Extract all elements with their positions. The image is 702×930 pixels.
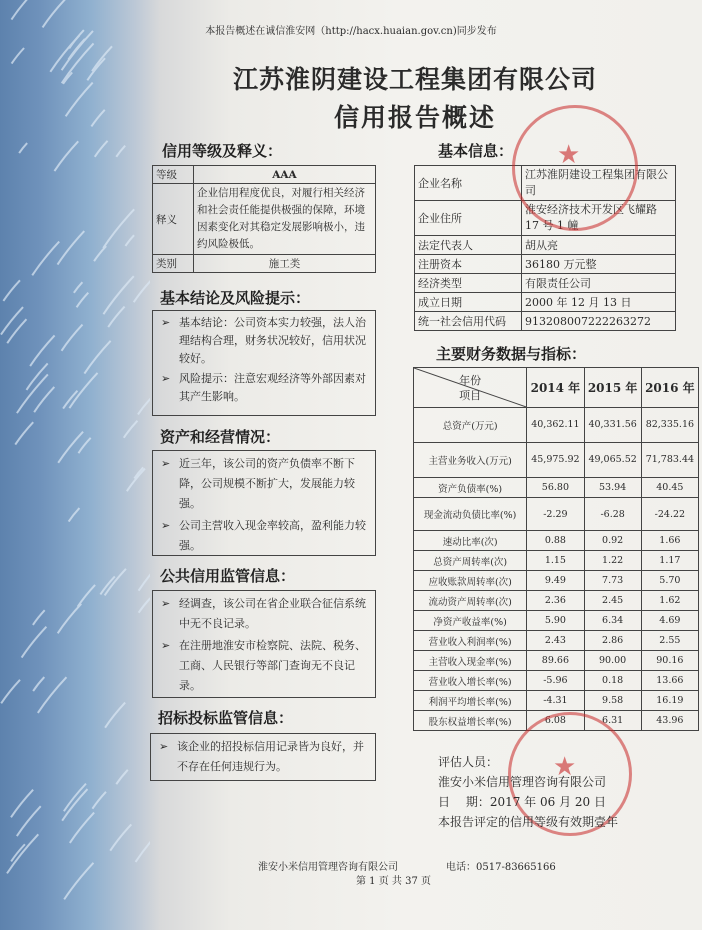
- info-label: 注册资本: [415, 255, 522, 274]
- cover-streak: [62, 325, 83, 351]
- metric-value: -5.96: [527, 671, 584, 691]
- cover-streak: [116, 146, 125, 157]
- table-row: [414, 531, 699, 551]
- info-value: 淮安经济技术开发区飞耀路 17 号 1 幢: [522, 201, 676, 236]
- metric-value: 90.00: [584, 651, 641, 671]
- list-item: ➢ 该企业的招投标信用记录皆为良好，并不存在任何违规行为。: [159, 737, 369, 777]
- metric-value: 89.66: [527, 651, 584, 671]
- metric-value: 1.62: [641, 591, 698, 611]
- cover-streak: [103, 276, 133, 314]
- metric-value: 56.80: [527, 478, 584, 498]
- metric-value: 0.92: [584, 531, 641, 551]
- conclusion-box: [152, 310, 376, 416]
- cover-streak: [70, 813, 94, 843]
- metric-label: 主营业务收入(万元): [414, 443, 527, 478]
- metric-label: 资产负债率(%): [414, 478, 527, 498]
- table-row: [415, 236, 676, 255]
- metric-value: 1.15: [527, 551, 584, 571]
- metric-label: 总资产(万元): [414, 408, 527, 443]
- financial-heading: 主要财务数据与指标：: [436, 345, 587, 363]
- cover-streak: [69, 373, 97, 408]
- metric-value: 71,783.44: [641, 443, 698, 478]
- list-item: ➢ 在注册地淮安市检察院、法院、税务、工商、人民银行等部门查询无不良记录。: [161, 636, 369, 696]
- cover-streak: [66, 83, 93, 117]
- metric-label: 现金流动负债比率(%): [414, 498, 527, 531]
- cover-streak: [1, 307, 23, 335]
- signoff-block: [438, 752, 618, 832]
- table-row: [414, 498, 699, 531]
- table-row: [415, 274, 676, 293]
- cover-streak: [95, 141, 108, 157]
- metric-value: 5.70: [641, 571, 698, 591]
- metric-value: 7.73: [584, 571, 641, 591]
- table-row: [414, 591, 699, 611]
- diagonal-line: [414, 368, 526, 407]
- table-row: [415, 293, 676, 312]
- cover-streak: [54, 141, 78, 171]
- metric-value: 40,362.11: [527, 408, 584, 443]
- list-item: ➢ 经调查，该公司在省企业联合征信系统中无不良记录。: [161, 594, 369, 634]
- cover-streak: [124, 421, 138, 438]
- cover-streak: [94, 246, 106, 261]
- metric-value: 6.08: [527, 711, 584, 731]
- metric-value: 1.22: [584, 551, 641, 571]
- bullet-icon: ➢: [161, 457, 171, 470]
- table-row: [415, 312, 676, 331]
- metric-value: 9.58: [584, 691, 641, 711]
- metric-label: 应收账款周转率(次): [414, 571, 527, 591]
- financial-table: [413, 367, 699, 731]
- cover-streak: [64, 863, 93, 900]
- cover-streak: [78, 438, 90, 453]
- info-value: 913208007222263272: [522, 312, 676, 331]
- seal-star-icon: ★: [553, 752, 577, 782]
- table-row: [414, 408, 699, 443]
- info-value: 胡从亮: [522, 236, 676, 255]
- cover-streak: [92, 792, 106, 809]
- category-label: 类别: [153, 255, 194, 273]
- cover-streak: [12, 48, 24, 64]
- metric-value: 1.17: [641, 551, 698, 571]
- metric-value: 1.66: [641, 531, 698, 551]
- metric-label: 速动比率(次): [414, 531, 527, 551]
- info-label: 企业住所: [415, 201, 522, 236]
- cover-streak: [17, 806, 41, 836]
- cover-streak: [3, 280, 20, 301]
- assessor-company: 淮安小米信用管理咨询有限公司: [438, 775, 607, 789]
- cover-streak: [134, 279, 150, 302]
- metric-value: 6.34: [584, 611, 641, 631]
- info-label: 法定代表人: [415, 236, 522, 255]
- cover-streak: [38, 677, 67, 713]
- metric-label: 总资产周转率(次): [414, 551, 527, 571]
- table-row: [414, 611, 699, 631]
- cover-streak: [103, 209, 134, 248]
- meaning-text: 企业信用程度优良，对履行相关经济和社会责任能提供极强的保障，环境因素变化对其稳定发展影响极小，违约风险极低。: [194, 184, 376, 255]
- cover-streak: [15, 422, 33, 444]
- info-value: 有限责任公司: [522, 274, 676, 293]
- cover-streak: [32, 242, 59, 276]
- report-title: 信用报告概述: [333, 103, 496, 132]
- meaning-label: 释义: [153, 184, 194, 255]
- validity-note: 本报告评定的信用等级有效期壹年: [438, 815, 619, 829]
- metric-value: -6.28: [584, 498, 641, 531]
- info-label: 企业名称: [415, 166, 522, 201]
- cover-streak: [11, 0, 32, 20]
- table-row: [414, 691, 699, 711]
- operations-heading: 资产和经营情况：: [160, 428, 281, 446]
- bullet-icon: ➢: [161, 316, 171, 329]
- metric-label: 净资产收益率(%): [414, 611, 527, 631]
- grade-label: 等级: [153, 166, 194, 184]
- cover-streak: [77, 293, 89, 308]
- bullet-icon: ➢: [161, 639, 171, 652]
- bidding-heading: 招标投标监管信息：: [158, 709, 294, 727]
- metric-value: 2.55: [641, 631, 698, 651]
- cover-streak: [64, 784, 86, 812]
- metric-value: -2.29: [527, 498, 584, 531]
- metric-value: 0.88: [527, 531, 584, 551]
- seal-star-icon: ★: [557, 140, 581, 170]
- info-value: 36180 万元整: [522, 255, 676, 274]
- info-label: 统一社会信用代码: [415, 312, 522, 331]
- bullet-icon: ➢: [161, 519, 171, 532]
- cover-streak: [110, 824, 131, 850]
- cover-streak: [69, 508, 80, 521]
- public-credit-box: [152, 590, 376, 698]
- metric-value: 4.69: [641, 611, 698, 631]
- metric-value: 6.31: [584, 711, 641, 731]
- cover-streak: [7, 834, 38, 873]
- metric-value: 2.36: [527, 591, 584, 611]
- footer-phone: 电话：0517-83665166: [446, 862, 556, 873]
- public-credit-heading: 公共信用监管信息：: [160, 567, 296, 585]
- cover-streak: [11, 790, 33, 818]
- metric-label: 利润平均增长率(%): [414, 691, 527, 711]
- page-number: 第 1 页 共 37 页: [356, 876, 431, 887]
- cover-streak: [127, 469, 145, 492]
- rating-table: [152, 165, 376, 273]
- cover-streak: [74, 282, 83, 293]
- bidding-box: [150, 733, 376, 781]
- cover-streak: [33, 677, 44, 691]
- rating-heading: 信用等级及释义：: [162, 142, 283, 160]
- binder-cover-texture: [0, 0, 150, 930]
- corner-text: 年份 项目: [459, 373, 482, 402]
- table-row: [414, 631, 699, 651]
- year-header: 2014 年: [527, 368, 584, 408]
- cover-streak: [91, 110, 104, 127]
- table-row: [414, 571, 699, 591]
- cover-streak: [108, 307, 124, 328]
- cover-streak: [1, 680, 20, 704]
- operations-box: [152, 450, 376, 556]
- year-header: 2016 年: [641, 368, 698, 408]
- cover-streak: [139, 556, 150, 591]
- metric-value: 9.49: [527, 571, 584, 591]
- table-row: [414, 551, 699, 571]
- cover-streak: [116, 770, 127, 784]
- bullet-icon: ➢: [161, 597, 171, 610]
- table-row: [415, 255, 676, 274]
- cover-streak: [136, 826, 150, 862]
- cover-streak: [58, 231, 85, 264]
- header-note: 本报告概述在诚信淮安网（http://hacx.huaian.gov.cn)同步发布: [205, 26, 497, 37]
- info-label: 经济类型: [415, 274, 522, 293]
- metric-value: 2.43: [527, 631, 584, 651]
- info-label: 成立日期: [415, 293, 522, 312]
- cover-streak: [125, 235, 134, 246]
- cover-streak: [138, 397, 150, 414]
- table-row: [414, 651, 699, 671]
- table-row: [414, 671, 699, 691]
- metric-value: 82,335.16: [641, 408, 698, 443]
- metric-value: 2.45: [584, 591, 641, 611]
- metric-value: 2.86: [584, 631, 641, 651]
- footer-company: 淮安小米信用管理咨询有限公司: [258, 862, 398, 873]
- cover-streak: [92, 46, 112, 71]
- cover-streak: [84, 341, 110, 374]
- cover-streak: [33, 610, 45, 625]
- list-item: ➢ 基本结论：公司资本实力较强，法人治理结构合理，财务状况较好，信用状况较好。: [161, 314, 369, 368]
- bullet-icon: ➢: [161, 372, 171, 385]
- metric-value: 5.90: [527, 611, 584, 631]
- bullet-icon: ➢: [159, 740, 169, 753]
- cover-streak: [87, 58, 105, 80]
- assessor-label: 评估人员：: [438, 755, 499, 769]
- cover-streak: [62, 789, 87, 821]
- metric-value: 49,065.52: [584, 443, 641, 478]
- metric-label: 营业收入增长率(%): [414, 671, 527, 691]
- year-header: 2015 年: [584, 368, 641, 408]
- info-value: 2000 年 12 月 13 日: [522, 293, 676, 312]
- cover-streak: [105, 703, 125, 728]
- metric-value: 43.96: [641, 711, 698, 731]
- metric-label: 营业收入利润率(%): [414, 631, 527, 651]
- metric-value: -4.31: [527, 691, 584, 711]
- metric-value: 13.66: [641, 671, 698, 691]
- cover-streak: [19, 143, 27, 153]
- conclusion-heading: 基本结论及风险提示：: [160, 289, 311, 307]
- metric-value: 40,331.56: [584, 408, 641, 443]
- category-value: 施工类: [194, 255, 376, 273]
- table-row: [414, 443, 699, 478]
- cover-streak: [58, 432, 83, 463]
- metric-value: 16.19: [641, 691, 698, 711]
- cover-streak: [30, 335, 54, 366]
- table-row: [414, 478, 699, 498]
- metric-value: 53.94: [584, 478, 641, 498]
- metric-value: 90.16: [641, 651, 698, 671]
- info-value: 江苏淮阴建设工程集团有限公司: [522, 166, 676, 201]
- cover-streak: [78, 585, 95, 607]
- metric-label: 主营收入现金率(%): [414, 651, 527, 671]
- metric-label: 股东权益增长率(%): [414, 711, 527, 731]
- cover-streak: [22, 627, 47, 658]
- basic-info-heading: 基本信息：: [438, 142, 514, 160]
- metric-value: 40.45: [641, 478, 698, 498]
- company-title: 江苏淮阴建设工程集团有限公司: [232, 65, 597, 94]
- cover-streak: [139, 598, 150, 613]
- corner-cell: [414, 368, 527, 408]
- assessment-date: 日 期：2017 年 06 月 20 日: [438, 795, 606, 809]
- cover-streak: [58, 604, 82, 633]
- list-item: ➢ 公司主营收入现金率较高，盈利能力较强。: [161, 516, 369, 556]
- list-item: ➢ 近三年，该公司的资产负债率不断下降，公司规模不断扩大，发展能力较强。: [161, 454, 369, 514]
- metric-label: 流动资产周转率(次): [414, 591, 527, 611]
- metric-value: -24.22: [641, 498, 698, 531]
- metric-value: 45,975.92: [527, 443, 584, 478]
- metric-value: 0.18: [584, 671, 641, 691]
- cover-streak: [34, 387, 54, 412]
- grade-value: AAA: [194, 166, 376, 184]
- list-item: ➢ 风险提示：注意宏观经济等外部因素对其产生影响。: [161, 370, 369, 406]
- cover-streak: [105, 569, 126, 596]
